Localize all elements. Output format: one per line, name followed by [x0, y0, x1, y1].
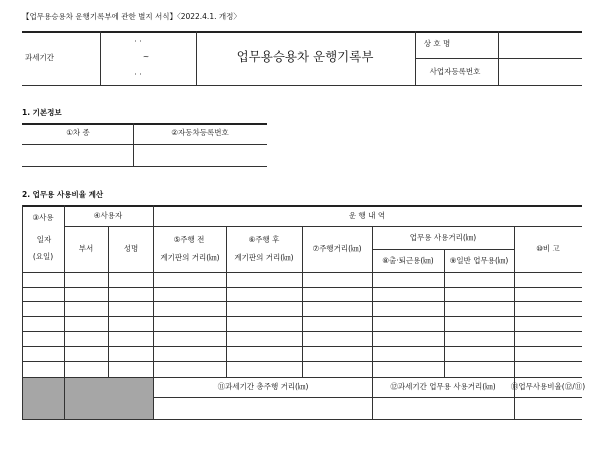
after-distance-sub: 계기판의 거리(㎞) — [234, 253, 294, 262]
period-label: 과세기간 — [25, 53, 54, 62]
user-label: ④사용자 — [93, 211, 123, 220]
business-reg-label: 사업자등록번호 — [429, 67, 481, 76]
period-start-date[interactable]: · · — [134, 37, 142, 46]
general-business-label: ⑨일반 업무용(㎞) — [449, 256, 509, 265]
after-distance-label: ⑥주행 후 — [248, 235, 280, 244]
section1-heading: 1. 기본정보 — [22, 108, 62, 117]
car-reg-number-field[interactable] — [134, 145, 266, 165]
before-distance-sub: 계기판의 거리(㎞) — [160, 253, 220, 262]
remarks-label: ⑩비 고 — [536, 244, 560, 253]
drive-history-header: 운 행 내 역 — [348, 211, 386, 220]
car-reg-number-label: ②자동차등록번호 — [171, 128, 229, 137]
shaded-cell — [23, 378, 153, 420]
form-header-note: 【업무용승용차 운행기록부에 관한 별지 서식】〈2022.4.1. 개정〉 — [22, 12, 241, 21]
total-business-distance-label: ⑫과세기간 업무용 사용거리(㎞) — [390, 382, 496, 391]
total-distance-field[interactable] — [154, 398, 371, 418]
distance-label: ⑦주행거리(㎞) — [312, 244, 362, 253]
business-ratio-field[interactable] — [515, 398, 581, 418]
business-reg-field[interactable] — [499, 59, 581, 84]
use-date-label-3: (요일) — [32, 252, 54, 261]
name-label: 성명 — [123, 244, 139, 253]
car-type-label: ①차 종 — [66, 128, 90, 137]
before-distance-label: ⑤주행 전 — [173, 235, 205, 244]
company-name-label: 상 호 명 — [423, 39, 451, 48]
section2-heading: 2. 업무용 사용비율 계산 — [22, 190, 104, 199]
business-distance-label: 업무용 사용거리(㎞) — [409, 233, 477, 242]
business-ratio-label: ⑬업무사용비율(⑫/⑪) — [510, 382, 586, 391]
car-type-field[interactable] — [23, 145, 132, 165]
company-name-field[interactable] — [499, 32, 581, 57]
total-distance-label: ⑪과세기간 총주행 거리(㎞) — [217, 382, 309, 391]
commute-label: ⑧출·퇴근용(㎞) — [382, 256, 434, 265]
period-tilde: ~ — [142, 52, 150, 61]
use-date-label-2: 일자 — [36, 235, 52, 244]
use-date-label: ③사용 — [32, 213, 54, 222]
dept-label: 부서 — [78, 244, 94, 253]
form-title: 업무용승용차 운행기록부 — [236, 49, 374, 64]
total-business-distance-field[interactable] — [373, 398, 513, 418]
period-end-date[interactable]: · · — [134, 70, 142, 79]
